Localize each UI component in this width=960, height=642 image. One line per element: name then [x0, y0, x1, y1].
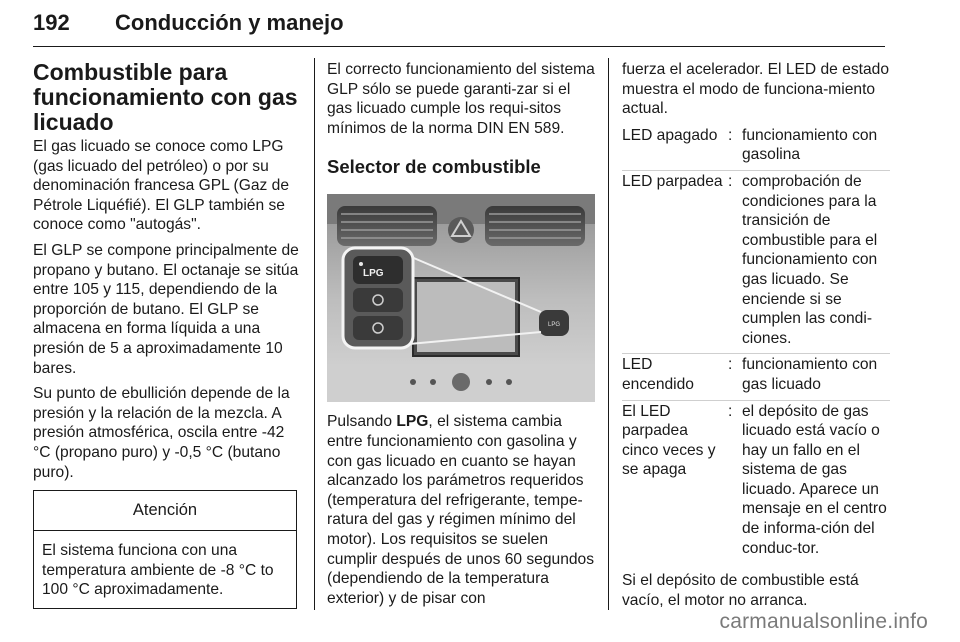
- paragraph-accelerator: fuerza el acelerador. El LED de estado muestra el modo de funciona-miento actual.: [622, 61, 889, 118]
- led-row: [622, 170, 890, 353]
- page-number: 192: [33, 10, 70, 35]
- attention-box: [33, 490, 297, 609]
- column-2: [327, 60, 595, 614]
- led-row: [622, 125, 890, 170]
- watermark: carmanualsonline.info: [719, 610, 928, 633]
- paragraph-din-requirement: El correcto funcionamiento del sistema GLP sólo se puede garanti-zar si el gas licuado cumple los requi-sitos mínimos de la norma DIN EN 589.: [327, 61, 595, 137]
- section-title: Conducción y manejo: [115, 10, 344, 35]
- led-term: LED parpadea: [622, 172, 723, 190]
- led-table: [622, 125, 890, 563]
- column-1: [33, 60, 303, 609]
- header-rule: [33, 46, 885, 47]
- led-colon: :: [728, 126, 733, 144]
- led-row: [622, 353, 890, 399]
- svg-text:LPG: LPG: [548, 322, 561, 329]
- heading-lpg-fuel: Combustible para funcionamiento con gas licuado: [33, 59, 298, 135]
- attention-title: Atención: [34, 491, 296, 531]
- column-3: [622, 60, 890, 616]
- attention-body: El sistema funciona con una temperatura ambiente de -8 °C to 100 °C aproximadamente.: [42, 542, 274, 599]
- paragraph-lpg-composition: El GLP se compone principalmente de propano y butano. El octanaje se sitúa entre 105 y 115, dependiendo de la proporción de butano. El GLP se almacena en forma líquida a una presión de 5 a aproximadamente 10 bares.: [33, 241, 299, 377]
- led-colon: :: [728, 172, 733, 190]
- led-desc: comprobación de condiciones para la transición de combustible para el funcionamiento con gas licuado. Se enciende si se cumplen las condi-ciones.: [742, 172, 878, 347]
- lpg-button-label: LPG: [363, 268, 384, 280]
- led-term: LED apagado: [622, 126, 718, 144]
- led-desc: funcionamiento con gasolina: [742, 126, 878, 164]
- led-term: LED encendido: [622, 356, 694, 393]
- led-colon: :: [728, 402, 733, 420]
- column-divider-2: [608, 58, 609, 610]
- lpg-bold: LPG: [396, 413, 429, 431]
- led-colon: :: [728, 356, 733, 374]
- switch-text-pre: Pulsando: [327, 413, 397, 431]
- fuel-selector-photo: [327, 194, 595, 402]
- led-desc: funcionamiento con gas licuado: [742, 356, 878, 393]
- paragraph-boiling-point: Su punto de ebullición depende de la presión y la relación de la mezcla. A presión atmosférica, oscila entre -42 °C (propano puro) y -0,5 °C (butano puro).: [33, 385, 290, 481]
- led-term: El LED parpadea cinco veces y se apaga: [622, 402, 716, 479]
- column-divider-1: [314, 58, 315, 610]
- paragraph-lpg-switch: [327, 412, 595, 608]
- paragraph-lpg-intro: El gas licuado se conoce como LPG (gas licuado del petróleo) o por su denominación francesa GPL (Gaz de Pétrole Liquéfié). El GLP también se conoce como "autogás".: [33, 138, 289, 234]
- switch-text-post: , el sistema cambia entre funcionamiento con gasolina y con gas licuado en cuanto se hayan alcanzado los parámetros requeridos (temperatura del refrigerante, tempe-ratura del gas y régimen mínimo del motor). Los requisitos se suelen cumplir después de unos 60 segundos (dependiendo de la temperatura exterior) y de pisar con: [327, 413, 595, 607]
- led-row: [622, 400, 890, 564]
- heading-fuel-selector: Selector de combustible: [327, 156, 541, 178]
- paragraph-empty-tank: Si el depósito de combustible está vacío, el motor no arranca.: [622, 572, 859, 609]
- led-desc: el depósito de gas licuado está vacío o hay un fallo en el sistema de gas licuado. Aparece un mensaje en el centro de informa-ción del conduc-tor.: [742, 402, 887, 557]
